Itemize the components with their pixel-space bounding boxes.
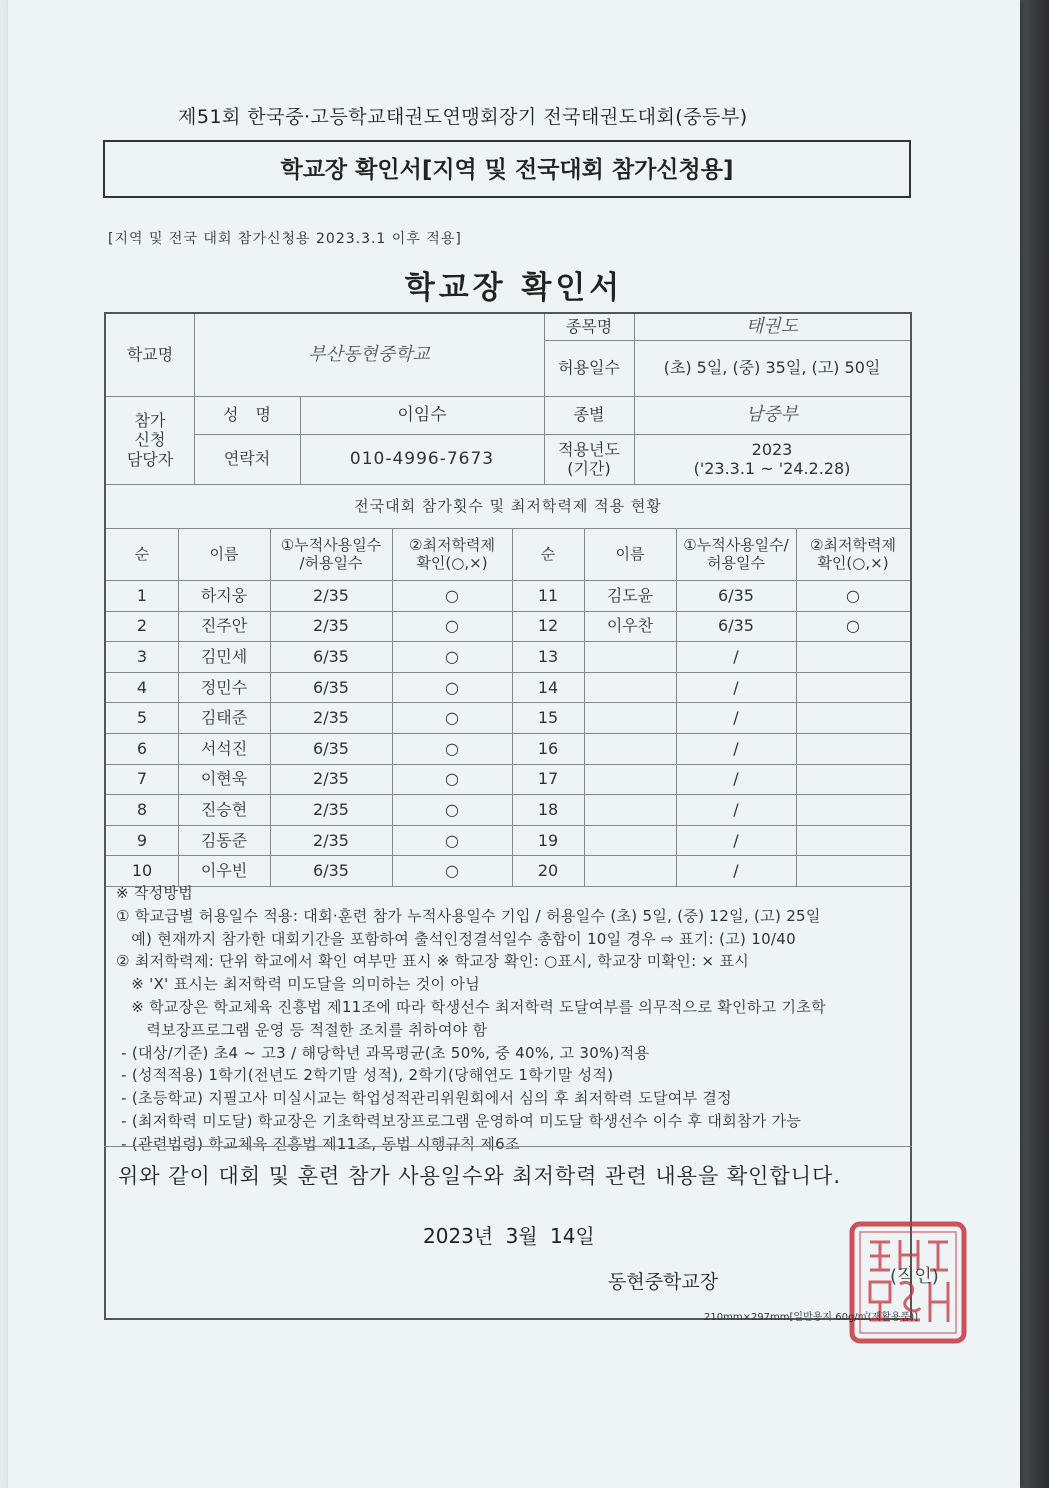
contact-label-line2: 신청 <box>134 430 166 450</box>
method-line: - (초등학교) 지필고사 미실시교는 학업성적관리위원회에서 심의 후 최저학력 도달여부 결정 <box>116 1089 732 1108</box>
allowed-days-value: (초) 5일, (중) 35일, (고) 50일 <box>663 358 881 378</box>
category-value: 남중부 <box>745 404 799 426</box>
year-label-line2: (기간) <box>567 459 611 478</box>
paper-spec: 210mm×297mm[일반용지 60g/㎡(재활용품)] <box>704 1312 919 1323</box>
divider <box>104 1146 912 1147</box>
right-row-days: / <box>733 830 739 850</box>
left-row-name: 이현욱 <box>200 769 248 789</box>
method-line: ※ 'X' 표시는 최저학력 미도달을 의미하는 것이 아님 <box>116 975 480 994</box>
left-row-name: 정민수 <box>200 677 248 697</box>
left-row-no: 9 <box>136 830 148 850</box>
right-row-check <box>796 672 910 703</box>
right-row-days: / <box>733 769 739 789</box>
right-row-name <box>584 702 676 733</box>
right-row-name <box>584 825 676 856</box>
right-row-name <box>584 855 676 886</box>
contact-label-line3: 담당자 <box>126 449 174 469</box>
right-row-name <box>584 672 676 703</box>
right-row-days: / <box>733 646 739 666</box>
left-row-no: 2 <box>136 616 148 636</box>
right-row-name <box>584 733 676 764</box>
left-row-check: ○ <box>445 708 459 728</box>
method-line: - (대상/기준) 초4 ~ 고3 / 해당학년 과목평균(초 50%, 중 40%, 고 30%)적용 <box>116 1043 650 1062</box>
left-row-days: 2/35 <box>313 616 349 636</box>
method-line: 력보장프로그램 운영 등 적절한 조치를 취하여야 함 <box>116 1020 488 1039</box>
left-row-name: 진승현 <box>200 799 248 819</box>
left-row-no: 8 <box>136 799 148 819</box>
header-check-right-line1: ②최저학력제 <box>810 536 896 554</box>
right-row-no: 19 <box>537 830 559 850</box>
contact-section-label <box>106 396 194 484</box>
header-check-right <box>796 528 910 580</box>
right-row-check <box>796 825 910 856</box>
event-value: 태권도 <box>745 316 799 338</box>
header-check-left <box>392 528 512 580</box>
right-row-days: / <box>733 708 739 728</box>
right-row-days: / <box>733 738 739 758</box>
header-name-left <box>178 528 270 580</box>
left-row-no: 3 <box>136 646 148 666</box>
year-label <box>544 434 634 484</box>
seal-label: (직인) <box>890 1266 939 1287</box>
header-no-right-line1: 순 <box>540 545 556 563</box>
left-row-days: 6/35 <box>313 677 349 697</box>
right-row-name <box>584 794 676 825</box>
right-row-no: 17 <box>537 769 559 789</box>
applicability-note: [지역 및 전국 대회 참가신청용 2023.3.1 이후 적용] <box>108 231 462 247</box>
right-row-days: 6/35 <box>718 616 754 636</box>
confirmation-statement: 위와 같이 대회 및 훈련 참가 사용일수와 최저학력 관련 내용을 확인합니다. <box>118 1164 842 1188</box>
status-table-title: 전국대회 참가횟수 및 최저학력제 적용 현황 <box>354 497 662 515</box>
right-row-name <box>584 641 676 672</box>
right-row-check <box>796 764 910 795</box>
right-row-check: ○ <box>846 585 860 605</box>
contact-name-value: 이임수 <box>397 404 447 425</box>
right-row-no: 18 <box>537 799 559 819</box>
left-row-name: 서석진 <box>200 738 248 758</box>
background-edge <box>1019 0 1049 1488</box>
left-row-check: ○ <box>445 830 459 850</box>
allowed-days-label: 허용일수 <box>558 358 620 378</box>
left-row-check: ○ <box>445 677 459 697</box>
right-row-check <box>796 855 910 886</box>
method-line: 예) 현재까지 참가한 대회기간을 포함하여 출석인정결석일수 총합이 10일 경우 ⇨ 표기: (고) 10/40 <box>116 929 796 948</box>
left-row-days: 6/35 <box>313 738 349 758</box>
method-line: - (최저학력 미도달) 학교장은 기초학력보장프로그램 운영하여 미도달 학생선수 이수 후 대회참가 가능 <box>116 1112 802 1130</box>
header-name-left-line1: 이름 <box>209 545 239 563</box>
issue-date: 2023년 3월 14일 <box>423 1224 595 1248</box>
method-line: - (관련법령) 학교체육 진흥법 제11조, 동법 시행규칙 제6조 <box>116 1134 520 1153</box>
header-days-right <box>676 528 796 580</box>
header-name-right <box>584 528 676 580</box>
header-days-left <box>270 528 392 580</box>
method-line: ※ 학교장은 학교체육 진흥법 제11조에 따라 학생선수 최저학력 도달여부를 의무적으로 확인하고 기초학 <box>116 998 826 1016</box>
header-no-right <box>512 528 584 580</box>
right-row-days: / <box>733 799 739 819</box>
main-title: 학교장 확인서 <box>404 270 624 306</box>
right-row-no: 11 <box>537 585 559 605</box>
left-row-check: ○ <box>445 585 459 605</box>
right-row-no: 13 <box>537 646 559 666</box>
left-row-days: 2/35 <box>313 799 349 819</box>
left-row-days: 6/35 <box>313 861 349 881</box>
method-line: - (성적적용) 1학기(전년도 2학기말 성적), 2학기(당해연도 1학기말 성적) <box>116 1066 614 1085</box>
method-line: ① 학교급별 허용일수 적용: 대회·훈련 참가 누적사용일수 기입 / 허용일수 (초) 5일, (중) 12일, (고) 25일 <box>116 906 821 925</box>
header-name-right-line1: 이름 <box>615 545 645 563</box>
left-row-no: 6 <box>136 738 148 758</box>
contact-name-label: 성 명 <box>223 405 271 425</box>
year-value <box>634 434 910 484</box>
left-row-check: ○ <box>445 861 459 881</box>
school-name-label: 학교명 <box>126 345 174 365</box>
right-row-check <box>796 702 910 733</box>
left-row-days: 2/35 <box>313 708 349 728</box>
category-label: 종별 <box>573 405 605 425</box>
left-row-check: ○ <box>445 738 459 758</box>
left-row-days: 2/35 <box>313 769 349 789</box>
contact-phone-value: 010-4996-7673 <box>349 448 495 469</box>
right-row-days: / <box>733 861 739 881</box>
right-row-no: 12 <box>537 616 559 636</box>
year-value-year: 2023 <box>751 439 793 459</box>
right-row-no: 15 <box>537 708 559 728</box>
year-value-period: ('23.3.1 ~ '24.2.28) <box>693 459 851 478</box>
header-no-left-line1: 순 <box>134 545 150 563</box>
left-row-check: ○ <box>445 646 459 666</box>
left-row-check: ○ <box>445 769 459 789</box>
right-row-no: 20 <box>537 861 559 881</box>
event-label: 종목명 <box>565 317 613 337</box>
right-row-days: / <box>733 677 739 697</box>
right-row-name: 김도윤 <box>606 585 654 605</box>
left-row-name: 김민세 <box>200 646 248 666</box>
left-row-name: 김동준 <box>200 830 248 850</box>
right-row-no: 14 <box>537 677 559 697</box>
header-days-right-line2: 허용일수 <box>707 554 765 572</box>
left-row-no: 1 <box>136 585 148 605</box>
header-days-left-line2: /허용일수 <box>299 554 363 572</box>
contact-label-line1: 참가 <box>134 411 166 431</box>
document-title-box: 학교장 확인서[지역 및 전국대회 참가신청용] <box>103 140 911 198</box>
method-heading: ※ 작성방법 <box>116 884 194 902</box>
principal-title: 동현중학교장 <box>608 1271 719 1293</box>
right-row-check <box>796 794 910 825</box>
right-row-check <box>796 733 910 764</box>
left-row-check: ○ <box>445 799 459 819</box>
header-check-right-line2: 확인(○,×) <box>817 554 889 572</box>
document-page <box>8 0 1020 1488</box>
left-row-name: 진주안 <box>200 616 248 636</box>
method-line: ② 최저학력제: 단위 학교에서 확인 여부만 표시 ※ 학교장 확인: ○표시, 학교장 미확인: × 표시 <box>116 952 750 971</box>
right-row-name <box>584 764 676 795</box>
left-row-no: 10 <box>131 861 153 881</box>
right-row-no: 16 <box>537 738 559 758</box>
right-row-check <box>796 641 910 672</box>
header-no-left <box>106 528 178 580</box>
contact-phone-label: 연락처 <box>223 449 271 469</box>
left-row-no: 4 <box>136 677 148 697</box>
header-days-right-line1: ①누적사용일수/ <box>683 536 789 554</box>
left-row-name: 이우빈 <box>200 861 248 881</box>
right-row-name: 이우찬 <box>606 616 654 636</box>
left-row-no: 7 <box>136 769 148 789</box>
left-row-days: 6/35 <box>313 646 349 666</box>
right-row-days: 6/35 <box>718 585 754 605</box>
year-label-line1: 적용년도 <box>558 439 620 459</box>
school-name-value: 부산동현중학교 <box>308 344 430 366</box>
grid-line <box>106 886 910 887</box>
header-check-left-line2: 확인(○,×) <box>416 554 488 572</box>
header-days-left-line1: ①누적사용일수 <box>280 536 382 554</box>
competition-title: 제51회 한국중·고등학교태권도연맹회장기 전국태권도대회(중등부) <box>178 106 748 128</box>
left-row-no: 5 <box>136 708 148 728</box>
left-row-name: 하지웅 <box>200 585 248 605</box>
header-check-left-line1: ②최저학력제 <box>409 536 495 554</box>
left-row-name: 김태준 <box>200 708 248 728</box>
right-row-check: ○ <box>846 616 860 636</box>
left-row-check: ○ <box>445 616 459 636</box>
left-row-days: 2/35 <box>313 585 349 605</box>
left-row-days: 2/35 <box>313 830 349 850</box>
